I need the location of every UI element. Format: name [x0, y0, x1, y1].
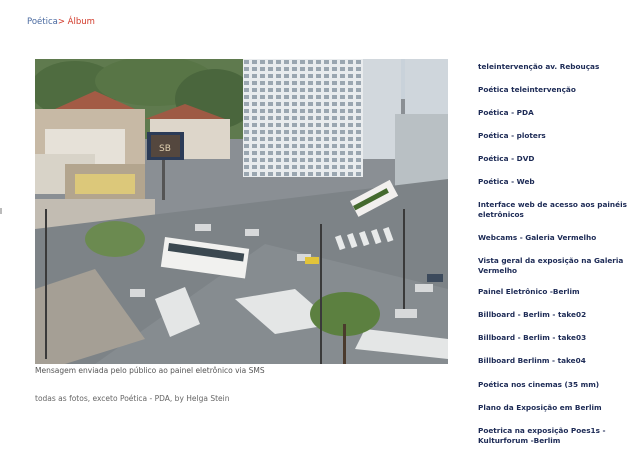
nav-item-poetica-ploters[interactable]: Poética - ploters	[478, 131, 546, 140]
edge-marker	[0, 208, 2, 214]
breadcrumb-root-link[interactable]: Poética	[27, 17, 58, 27]
street-intersection-photo	[35, 59, 448, 364]
nav-item-billboard-take04[interactable]: Billboard Berlinm - take04	[478, 356, 586, 365]
nav-item-poetica-dvd[interactable]: Poética - DVD	[478, 154, 535, 163]
nav-item-interface-web[interactable]: Interface web de acesso aos painéis eletrônicos	[478, 200, 627, 219]
nav-item-poes1s-kulturforum[interactable]: Poetrica na exposição Poes1s - Kulturforum -Berlim	[478, 426, 606, 445]
nav-item-webcams-galeria[interactable]: Webcams - Galeria Vermelho	[478, 233, 597, 242]
breadcrumb-separator: >	[57, 17, 65, 27]
nav-item-plano-exposicao[interactable]: Plano da Exposição em Berlim	[478, 403, 602, 412]
nav-item-billboard-take02[interactable]: Billboard - Berlim - take02	[478, 310, 587, 319]
album-photo	[35, 59, 448, 364]
nav-item-teleintervencao-reboucas[interactable]: teleintervenção av. Rebouças	[478, 62, 600, 71]
nav-item-poetica-cinemas[interactable]: Poética nos cinemas (35 mm)	[478, 380, 600, 389]
nav-item-billboard-take03[interactable]: Billboard - Berlim - take03	[478, 333, 587, 342]
breadcrumb-current: Álbum	[67, 17, 95, 27]
photo-credits: todas as fotos, exceto Poética - PDA, by Helga Stein	[35, 394, 230, 403]
nav-item-vista-geral[interactable]: Vista geral da exposição na Galeria Vermelho	[478, 256, 624, 275]
breadcrumb	[27, 16, 95, 28]
nav-item-poetica-web[interactable]: Poética - Web	[478, 177, 535, 186]
nav-item-poetica-pda[interactable]: Poética - PDA	[478, 108, 534, 117]
photo-caption: Mensagem enviada pelo público ao painel eletrônico via SMS	[35, 366, 265, 375]
nav-item-poetica-teleintervencao[interactable]: Poética teleintervenção	[478, 85, 576, 94]
nav-item-painel-berlim[interactable]: Painel Eletrônico -Berlim	[478, 287, 580, 296]
billboard-text: SB	[159, 144, 171, 154]
